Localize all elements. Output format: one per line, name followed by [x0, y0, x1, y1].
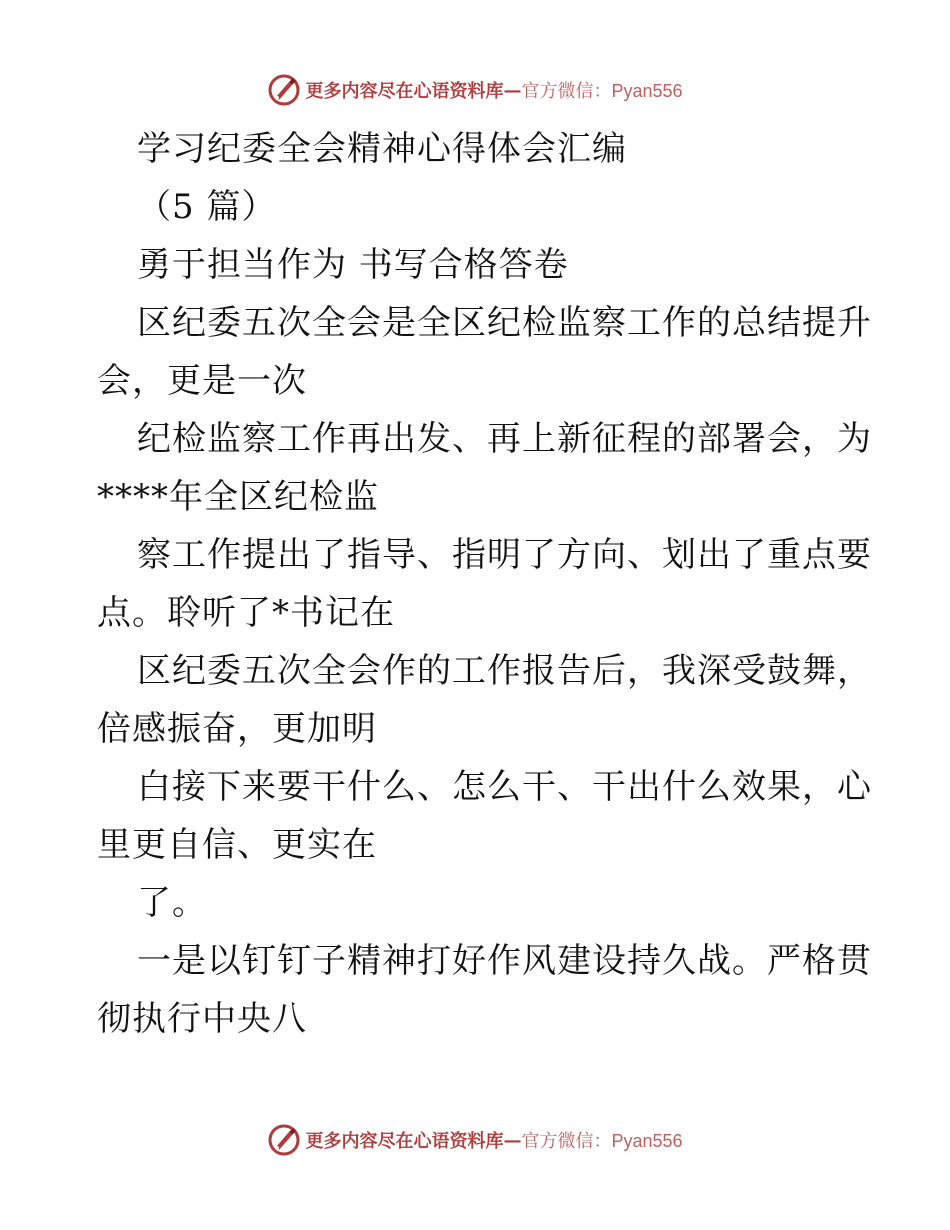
- text-line: 彻执行中央八: [97, 999, 307, 1039]
- text-line: 区纪委五次全会作的工作报告后，我深受鼓舞，: [137, 651, 872, 691]
- text-line: 会，更是一次: [97, 361, 307, 401]
- text-line: 区纪委五次全会是全区纪检监察工作的总结提升: [137, 303, 872, 343]
- text-line: 纪检监察工作再出发、再上新征程的部署会，为: [137, 419, 872, 459]
- document-body: [97, 120, 872, 1048]
- text-line: 倍感振奋，更加明: [97, 709, 377, 749]
- watermark-contact-text: 官方微信：Pyan556: [521, 1131, 683, 1151]
- text-line: 学习纪委全会精神心得体会汇编: [137, 129, 627, 169]
- text-line: 里更自信、更实在: [97, 825, 377, 865]
- watermark-separator: —: [503, 79, 522, 101]
- text-line: ****年全区纪检监: [97, 477, 379, 517]
- header-watermark: [0, 70, 950, 110]
- text-line: 勇于担当作为 书写合格答卷: [137, 245, 569, 285]
- pen-logo-icon: [267, 73, 301, 107]
- footer-watermark: [0, 1120, 950, 1160]
- watermark-site-text: 更多内容尽在心语资料库: [305, 1131, 504, 1152]
- watermark-separator: —: [503, 1129, 522, 1151]
- text-line: 一是以钉钉子精神打好作风建设持久战。严格贯: [137, 941, 872, 981]
- text-line: 察工作提出了指导、指明了方向、划出了重点要: [137, 535, 872, 575]
- watermark-contact-text: 官方微信：Pyan556: [521, 81, 683, 101]
- text-line: 点。聆听了*书记在: [97, 593, 395, 633]
- pen-logo-icon: [267, 1123, 301, 1157]
- text-line: 白接下来要干什么、怎么干、干出什么效果，心: [137, 767, 872, 807]
- watermark-site-text: 更多内容尽在心语资料库: [305, 81, 504, 102]
- text-line: 了。: [137, 883, 207, 923]
- text-line: （5 篇）: [137, 187, 277, 227]
